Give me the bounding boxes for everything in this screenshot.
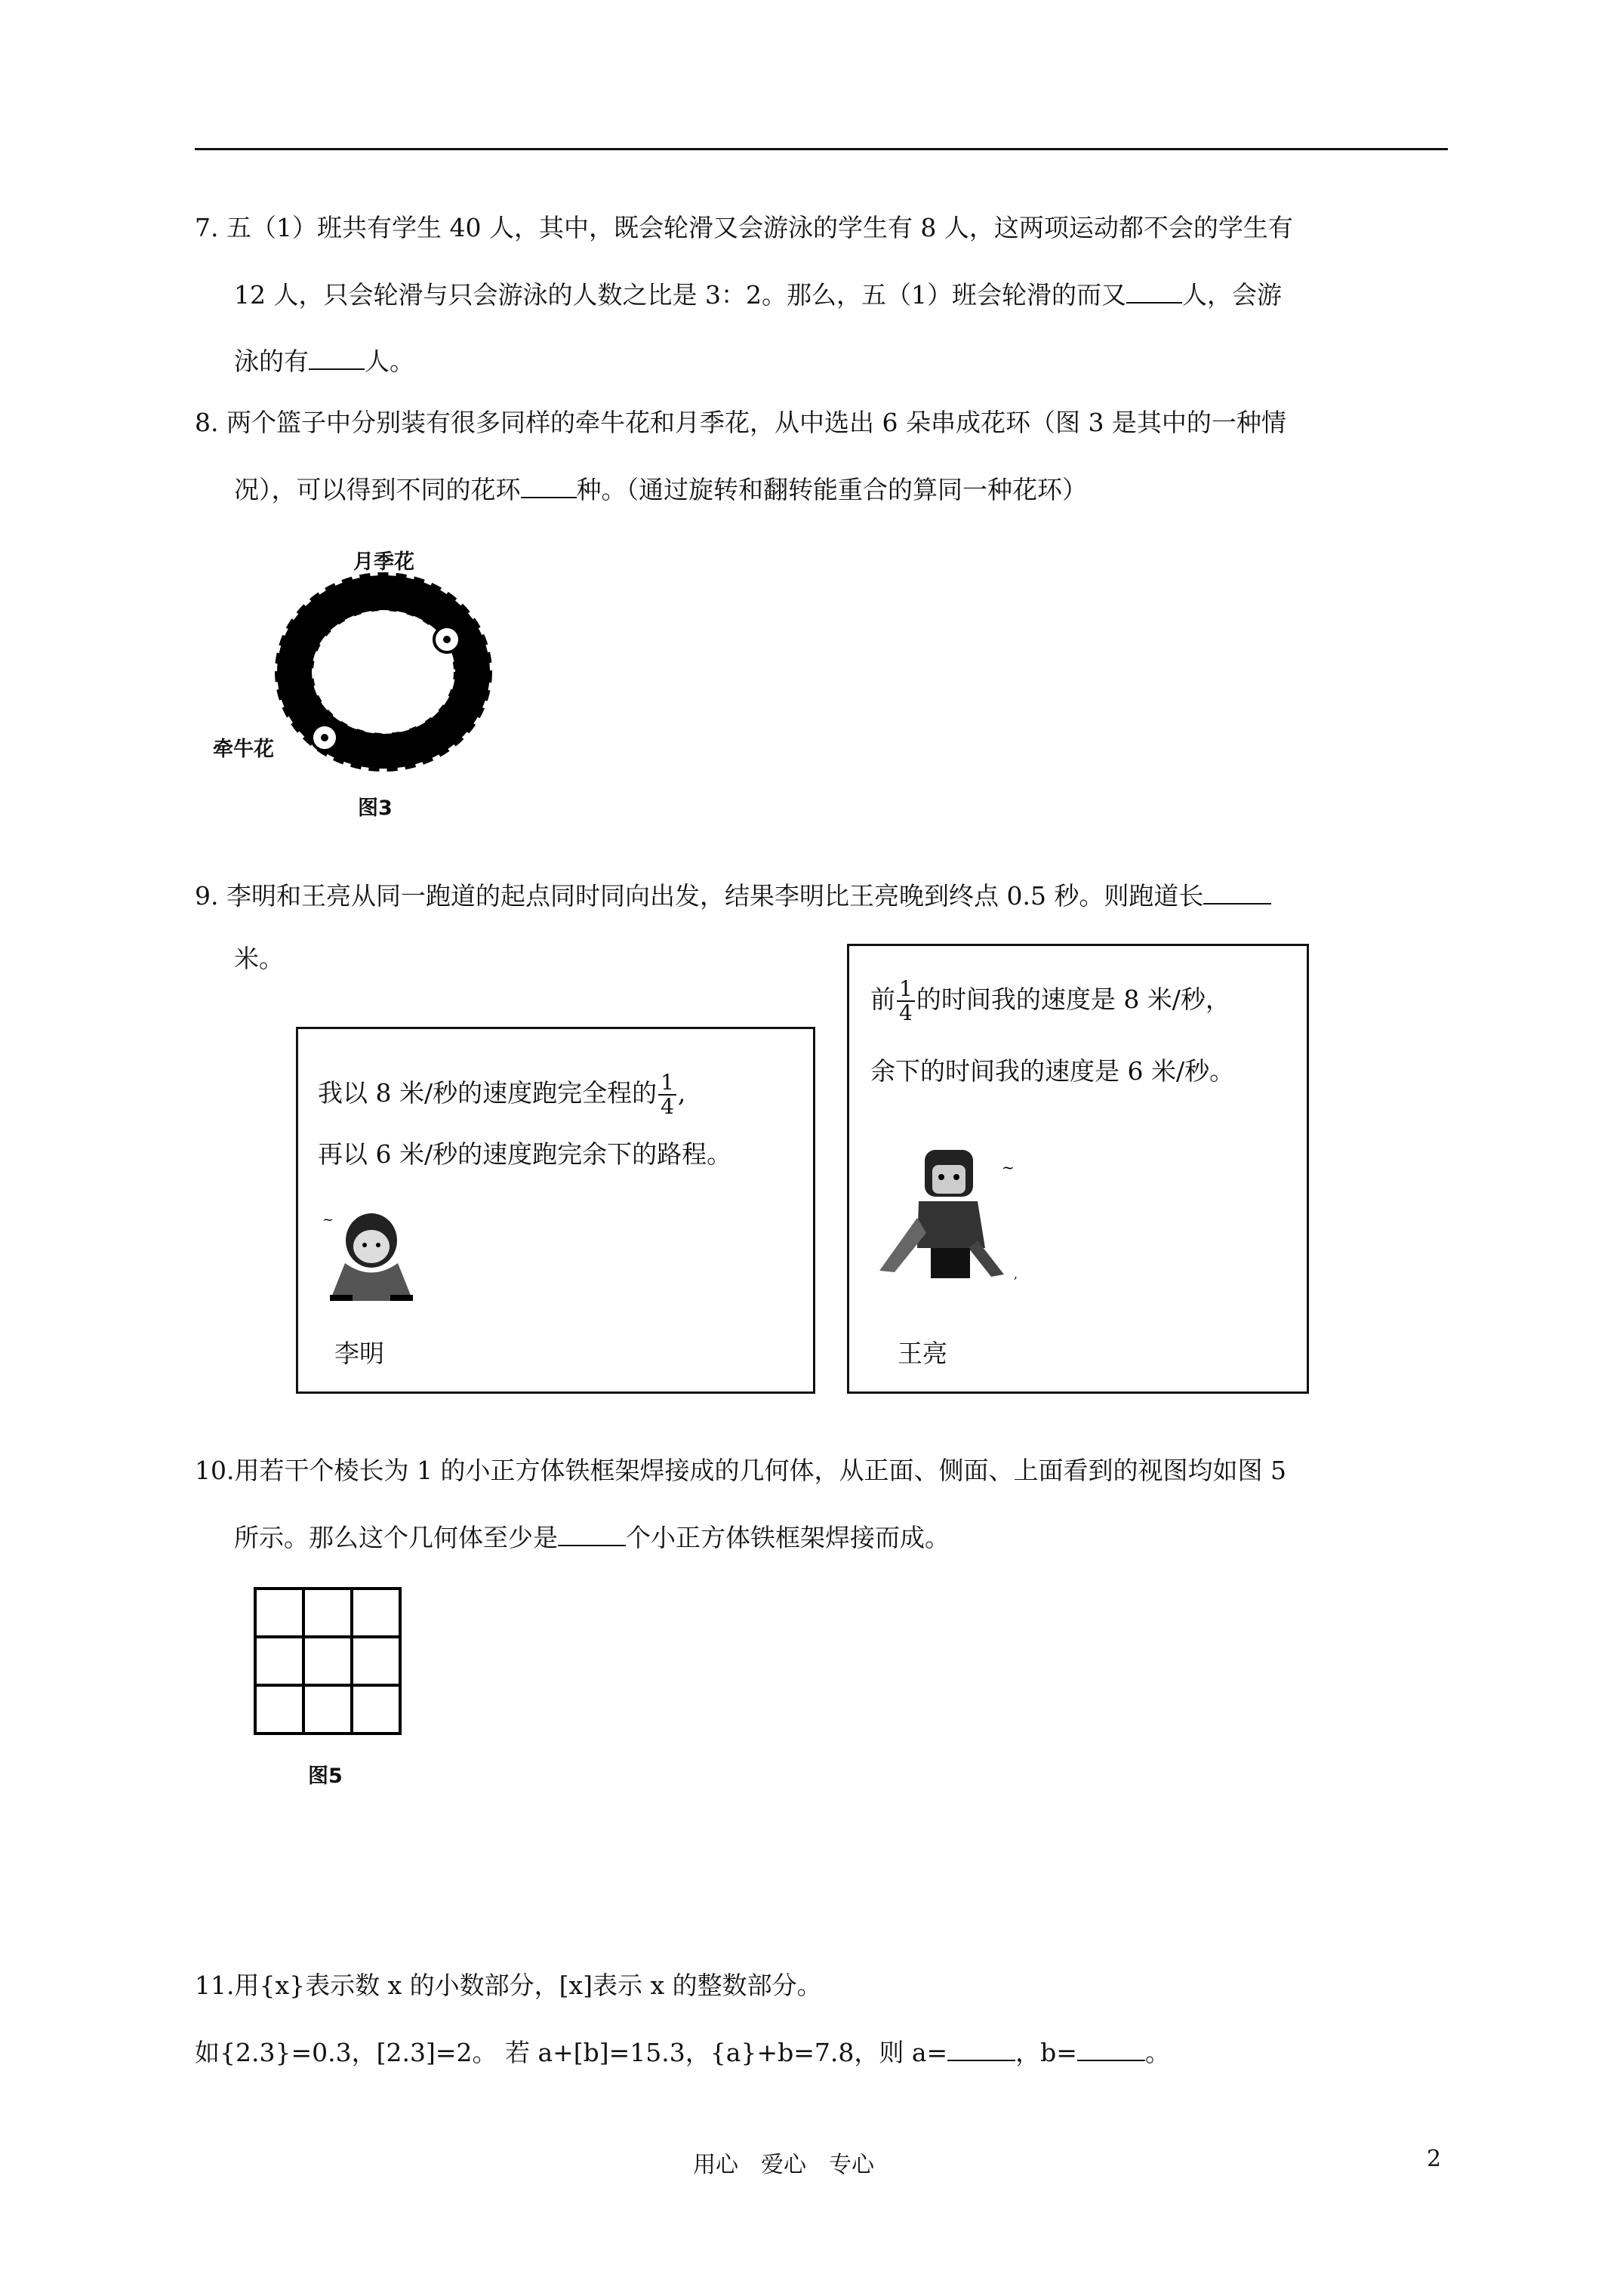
header-rule	[195, 148, 1448, 150]
li-ming-name: 李明	[334, 1339, 384, 1368]
page-number: 2	[1427, 2146, 1442, 2172]
li-ming-speech-box	[296, 1027, 815, 1394]
q10-blank[interactable]	[558, 1522, 626, 1546]
li-ming-line1: 我以 8 米/秒的速度跑完全程的 $\frac{1}{4}$ ,	[318, 1070, 686, 1119]
wang-liang-speech-box	[847, 944, 1309, 1394]
wang-liang-runner-image	[872, 1142, 1038, 1286]
fig3-caption: 图3	[358, 797, 393, 820]
q7-blank2[interactable]	[309, 346, 365, 370]
q8-blank[interactable]	[521, 474, 577, 498]
fraction-one-quarter: $\frac{1}{4}$	[658, 1071, 676, 1118]
footer-motto: 用心 爱心 专心	[693, 2152, 874, 2178]
q7-line3: 泳的有 人。	[234, 347, 414, 376]
q11-blank-b[interactable]	[1077, 2037, 1145, 2061]
li-ming-runner-image	[315, 1203, 436, 1308]
q8-line2: 况），可以得到不同的花环 种。（通过旋转和翻转能重合的算同一种花环）	[234, 475, 1087, 504]
svg-text:,: ,	[1014, 1267, 1018, 1281]
wang-liang-name: 王亮	[898, 1339, 947, 1368]
fig3-label-top: 月季花	[353, 550, 414, 574]
q8-line1: 8. 两个篮子中分别装有很多同样的牵牛花和月季花，从中选出 6 朵串成花环（图 3 是其中的一种情	[195, 408, 1286, 437]
q7-line2: 12 人，只会轮滑与只会游泳的人数之比是 3：2。那么，五（1）班会轮滑的而又 人，会游	[234, 280, 1282, 310]
fraction-one-quarter: $\frac{1}{4}$	[897, 978, 915, 1025]
q9-blank[interactable]	[1203, 880, 1271, 905]
q10-line1: 10.用若干个棱长为 1 的小正方体铁框架焊接成的几何体，从正面、侧面、上面看到的视图均如图 5	[195, 1456, 1286, 1485]
fig3-label-left: 牵牛花	[213, 738, 274, 761]
q7-line1: 7. 五（1）班共有学生 40 人，其中，既会轮滑又会游泳的学生有 8 人，这两项运动都不会的学生有	[195, 213, 1293, 242]
q9-line1: 9. 李明和王亮从同一跑道的起点同时同向出发，结果李明比王亮晚到终点 0.5 秒。则跑道长	[195, 880, 1271, 911]
fig5-caption: 图5	[308, 1764, 343, 1788]
q9-line2: 米。	[234, 944, 284, 973]
svg-text:~: ~	[1002, 1158, 1015, 1176]
wang-liang-line2: 余下的时间我的速度是 6 米/秒。	[870, 1056, 1235, 1086]
q10-line2: 所示。那么这个几何体至少是 个小正方体铁框架焊接而成。	[234, 1523, 950, 1552]
q7-blank1[interactable]	[1126, 279, 1182, 304]
li-ming-line2: 再以 6 米/秒的速度跑完余下的路程。	[318, 1139, 732, 1169]
svg-text:~: ~	[322, 1212, 334, 1228]
wang-liang-line1: 前 $\frac{1}{4}$ 的时间我的速度是 8 米/秒，	[870, 976, 1230, 1025]
figure5-grid-view	[254, 1587, 405, 1738]
q11-line1: 11.用{x}表示数 x 的小数部分，[x]表示 x 的整数部分。	[195, 1971, 822, 2000]
figure3-flower-ring	[204, 540, 506, 827]
q11-line2: 如{2.3}=0.3，[2.3]=2。 若 a+[b]=15.3，{a}+b=7.8，则 a= ，b= 。	[195, 2038, 1170, 2067]
q11-blank-a[interactable]	[947, 2037, 1015, 2061]
